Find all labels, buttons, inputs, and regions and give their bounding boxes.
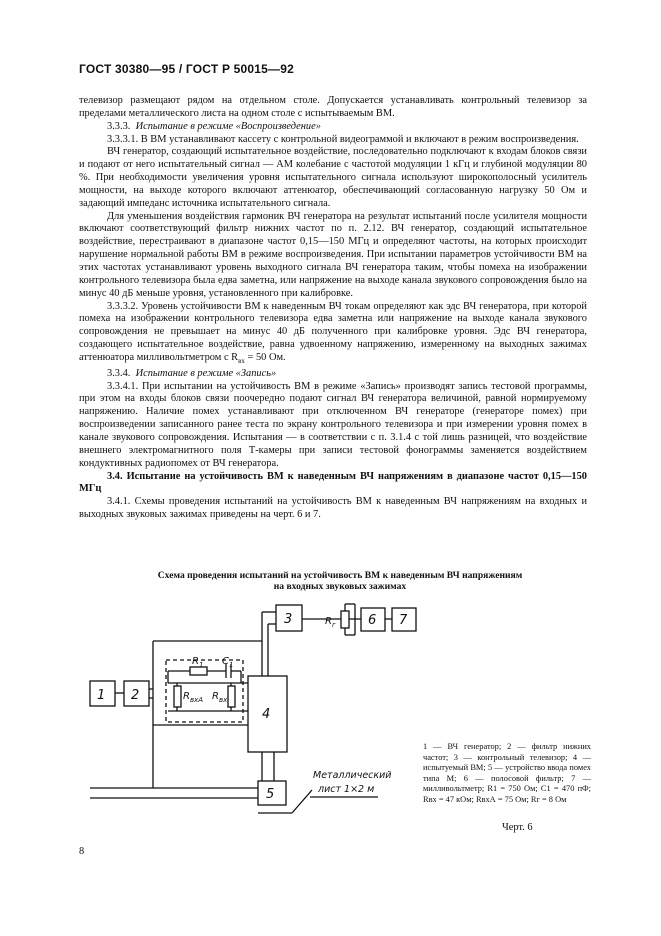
section-heading: 3.3.4. Испытание в режиме «Запись» xyxy=(107,367,277,379)
box-1-label: 1 xyxy=(97,688,106,703)
resistor-rvxa xyxy=(174,686,181,707)
resistor-rvx xyxy=(228,686,235,707)
box-7-label: 7 xyxy=(399,613,408,628)
paragraph: 3.4.1. Схемы проведения испытаний на устойчивость ВМ к наведенным ВЧ напряжениям на входных и выходных звуковых зажимах приведены на черт. 6 и 7. xyxy=(79,496,587,521)
page-header: ГОСТ 30380—95 / ГОСТ Р 50015—92 xyxy=(79,62,294,76)
box-6-label: 6 xyxy=(368,613,377,628)
paragraph: Для уменьшения воздействия гармоник ВЧ генератора на результат испытаний после усилителя мощности включают соответствующий фильтр нижних частот по п. 2.12. ВЧ генератор, создающий испытательное воздействие, перестраивают в диапазоне частот 0,15—150 МГц и определяют частоты, на которых происходит нарушение нормальной работы ВМ в режиме воспроизведения. При испытании параметров устойчивости ВМ на этих частотах устанавливают уровень выходного сигнала ВЧ генератора таким, чтобы помеха на изображении контрольного телевизора была едва заметна, или напряжение на выходе канала звукового сопровождения было на минус 40 дБ меньше уровня, установленного при калибровке. xyxy=(79,210,587,299)
label-rvxa: $R_{вхА}$ xyxy=(183,691,204,704)
section-heading: 3.4. Испытание на устойчивость ВМ к наведенным ВЧ напряжениям в диапазоне частот 0,15—150 МГц xyxy=(79,470,587,495)
resistor-rg xyxy=(341,611,349,628)
figure-legend: 1 — ВЧ генератор; 2 — фильтр нижних частот; 3 — контрольный телевизор; 4 — испытуемый ВМ; 5 — устройство ввода помех типа М; 6 — полосовой фильтр; 7 — милливольтметр; R1 = 750 Ом; C1 = 470 пФ; Rвх = 47 кОм; RвхА = 75 Ом; Rг = 8 Ом xyxy=(423,742,591,804)
label-rg: $R_г$ xyxy=(325,616,336,629)
sheet-label-1: Металлический xyxy=(313,770,392,781)
section-heading: 3.3.3. Испытание в режиме «Воспроизведение» xyxy=(107,120,321,132)
box-3-label: 3 xyxy=(284,612,293,627)
paragraph: 3.3.3.1. В ВМ устанавливают кассету с контрольной видеограммой и включают в режим воспроизведения. xyxy=(107,133,579,145)
box-4-label: 4 xyxy=(262,707,271,722)
label-rvx: $R_{вх}$ xyxy=(212,691,228,704)
sheet-label-2: лист 1×2 м xyxy=(318,784,375,795)
page-number: 8 xyxy=(79,846,85,857)
label-c1: $C_1$ xyxy=(222,656,234,669)
paragraph: 3.3.3.2. Уровень устойчивости ВМ к наведенным ВЧ токам определяют как эдс ВЧ генератора, при которой помеха на изображении контрольного телевизора едва заметна или напряжение на выходе канала звукового сопровождения не превышает на минус 40 дБ полученного при калибровке уровня. Эдс ВЧ генератора, создающего испытательное воздействие, равна удвоенному напряжению, измеренному на выходных зажимах аттенюатора милливольтметром с $R_{вх} = 50$ Ом. xyxy=(79,300,587,365)
figure-caption: Черт. 6 xyxy=(502,822,533,833)
paragraph: 3.3.4.1. При испытании на устойчивость ВМ в режиме «Запись» производят запись тестовой программы, при этом на входы блоков связи поочередно подают сигнал ВЧ генератора величиной, равной нормируемому напряжению. Наличие помех устанавливают при отключенном ВЧ генераторе (генераторе помех) при воспроизведении записанного ранее теста по экрану контрольного телевизора и при измерении уровня помех в канале звукового сопровождения. Испытания — в соответствии с п. 3.1.4 с той лишь разницей, что воздействие внешнего электромагнитного поля Т-камеры при записи тестовой фонограммы заменяется воздействием кондуктивных радиопомех от ВЧ генератора. xyxy=(79,380,587,469)
box-2-label: 2 xyxy=(131,688,140,703)
paragraph: телевизор размещают рядом на отдельном столе. Допускается устанавливать контрольный телевизор за пределами металлического листа на одном столе с испытываемым ВМ. xyxy=(79,95,587,119)
box-5-label: 5 xyxy=(266,787,275,802)
paragraph: ВЧ генератор, создающий испытательное воздействие, последовательно подключают к входам блоков связи и подают от него испытательный сигнал — АМ колебание с частотой модуляции 1 кГц и глубиной модуляции 80 %. При необходимости увеличения уровня испытательного сигнала используют широкополосный усилитель мощности, на выходе которого включают аттенюатор, обеспечивающий согласованную нагрузку 50 Ом и задающий импеданс источника испытательного сигнала. xyxy=(79,146,587,209)
figure-title: Схема проведения испытаний на устойчивость ВМ к наведенным ВЧ напряжениям на входных звуковых зажимах xyxy=(157,570,523,592)
label-r1: $R_1$ xyxy=(192,656,204,669)
